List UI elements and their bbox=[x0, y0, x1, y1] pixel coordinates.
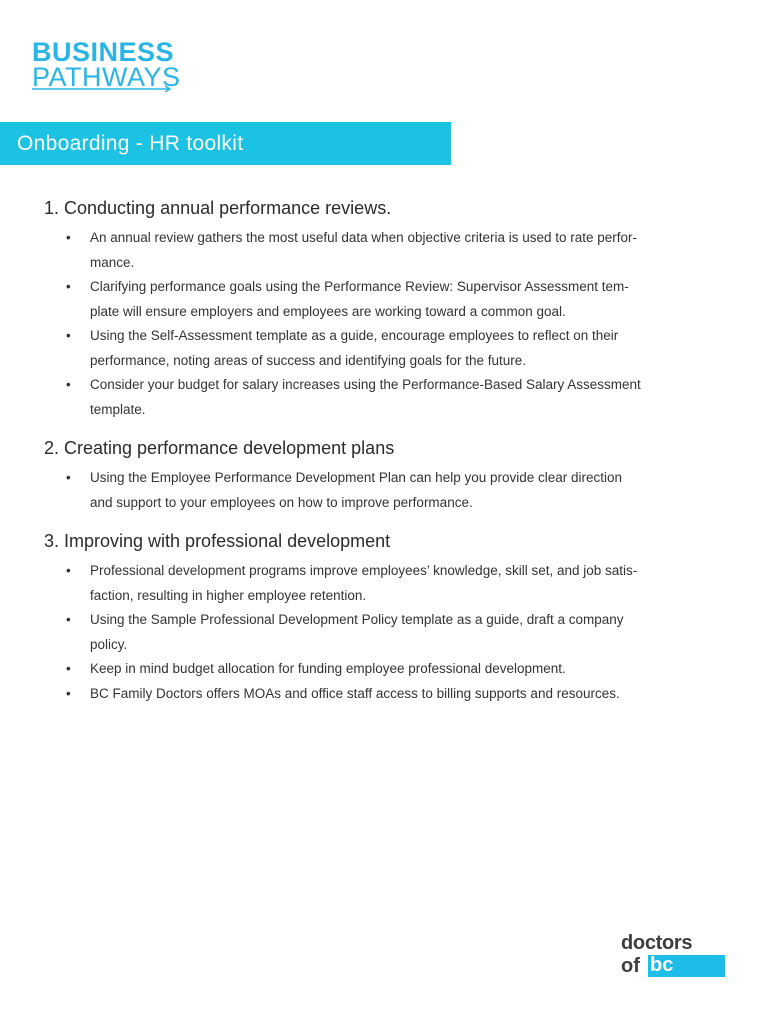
bullet-list bbox=[44, 559, 734, 706]
logo-line-1: BUSINESS bbox=[32, 37, 175, 67]
doctors-of-bc-logo bbox=[621, 932, 731, 982]
bullet-list bbox=[44, 466, 734, 515]
logo-line-2: PATHWAYS bbox=[32, 62, 181, 92]
list-item: • Using the Sample Professional Development Policy template as a guide, draft a company policy. bbox=[66, 612, 624, 652]
list-item: • Professional development programs improve employees’ knowledge, skill set, and job satis- faction, resulting in higher employee retention. bbox=[66, 563, 638, 603]
section-banner bbox=[0, 122, 451, 165]
list-item: • Keep in mind budget allocation for funding employee professional development. bbox=[66, 661, 566, 676]
document-body bbox=[44, 196, 734, 720]
logo-arrow-icon bbox=[32, 85, 174, 93]
list-item: • An annual review gathers the most useful data when objective criteria is used to rate perfor- mance. bbox=[66, 230, 638, 270]
logo-word-doctors: doctors bbox=[621, 932, 693, 954]
list-item: • Consider your budget for salary increases using the Performance-Based Salary Assessment template. bbox=[66, 377, 641, 417]
logo-word-of: of bbox=[621, 955, 640, 977]
logo-bc-box bbox=[648, 955, 725, 977]
list-item: • BC Family Doctors offers MOAs and office staff access to billing supports and resources. bbox=[66, 685, 620, 701]
section-development-plans bbox=[44, 436, 734, 515]
list-item: • Using the Self-Assessment template as a guide, encourage employees to reflect on their performance, noting areas of success and identifying goals for the future. bbox=[66, 328, 619, 368]
section-heading: 1. Conducting annual performance reviews. bbox=[44, 198, 392, 218]
list-item: • Clarifying performance goals using the Performance Review: Supervisor Assessment tem- plate will ensure employers and employees are working toward a common goal. bbox=[66, 279, 629, 319]
banner-title: Onboarding - HR toolkit bbox=[17, 132, 244, 155]
section-performance-reviews bbox=[44, 196, 734, 422]
list-item: • Using the Employee Performance Development Plan can help you provide clear direction and support to your employees on how to improve performance. bbox=[66, 470, 623, 510]
section-heading: 3. Improving with professional development bbox=[44, 531, 391, 551]
bullet-list bbox=[44, 226, 734, 422]
business-pathways-logo bbox=[32, 38, 192, 94]
logo-word-bc: bc bbox=[650, 954, 674, 976]
section-heading: 2. Creating performance development plans bbox=[44, 438, 395, 458]
section-professional-development bbox=[44, 529, 734, 706]
